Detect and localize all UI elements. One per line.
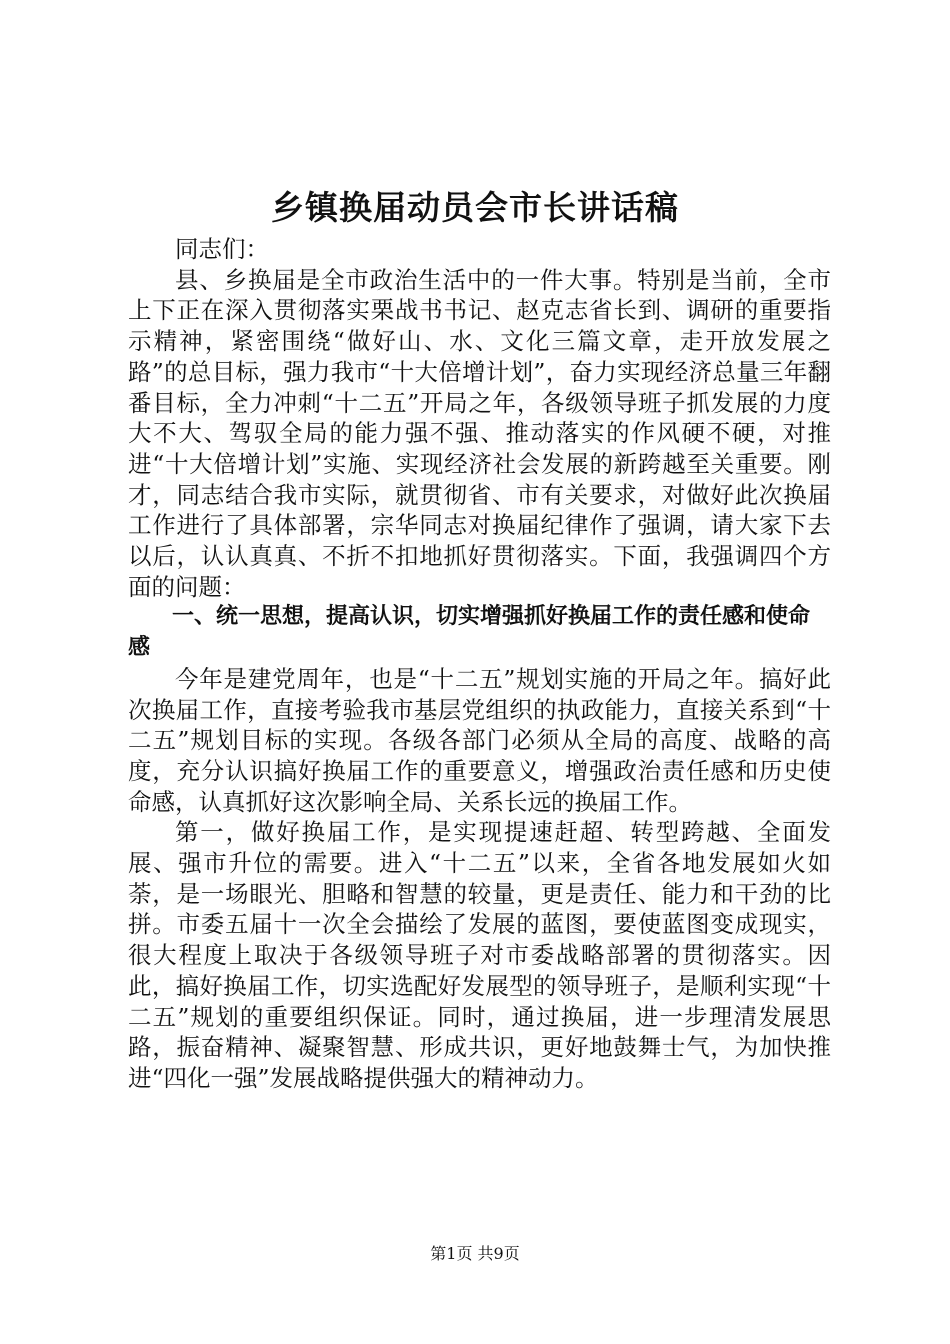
page-number-footer: 第1页 共9页 <box>430 1244 520 1263</box>
section-paragraph: 今年是建党周年，也是“十二五”规划实施的开局之年。搞好此次换届工作，直接考验我市基层党组织的执政能力，直接关系到“十二五”规划目标的实现。各级各部门必须从全局的高度、战略的高度，充分认识搞好换届工作的重要意义，增强政治责任感和历史使命感，认真抓好这次影响全局、关系长远的换届工作。 <box>128 664 831 816</box>
document-body <box>128 234 831 1094</box>
section-paragraph: 第一，做好换届工作，是实现提速赶超、转型跨越、全面发展、强市升位的需要。进入“十二五”以来，全省各地发展如火如荼，是一场眼光、胆略和智慧的较量，更是责任、能力和干劲的比拼。市委五届十一次全会描绘了发展的蓝图，要使蓝图变成现实，很大程度上取决于各级领导班子对市委战略部署的贯彻落实。因此，搞好换届工作，切实选配好发展型的领导班子，是顺利实现“十二五”规划的重要组织保证。同时，通过换届，进一步理清发展思路，振奋精神、凝聚智慧、形成共识，更好地鼓舞士气，为加快推进“四化一强”发展战略提供强大的精神动力。 <box>128 818 831 1092</box>
salutation: 同志们： <box>175 235 269 263</box>
intro-paragraph: 县、乡换届是全市政治生活中的一件大事。特别是当前，全市上下正在深入贯彻落实栗战书书记、赵克志省长到、调研的重要指示精神，紧密围绕“做好山、水、文化三篇文章，走开放发展之路”的总目标，强力我市“十大倍增计划”，奋力实现经济总量三年翻番目标，全力冲刺“十二五”开局之年，各级领导班子抓发展的力度大不大、驾驭全局的能力强不强、推动落实的作风硬不硬，对推进“十大倍增计划”实施、实现经济社会发展的新跨越至关重要。刚才，同志结合我市实际，就贯彻省、市有关要求，对做好此次换届工作进行了具体部署，宗华同志对换届纪律作了强调，请大家下去以后，认认真真、不折不扣地抓好贯彻落实。下面，我强调四个方面的问题： <box>128 265 831 601</box>
section-heading: 一、统一思想，提高认识，切实增强抓好换届工作的责任感和使命感 <box>128 604 811 661</box>
document-title: 乡镇换届动员会市长讲话稿 <box>271 188 679 227</box>
